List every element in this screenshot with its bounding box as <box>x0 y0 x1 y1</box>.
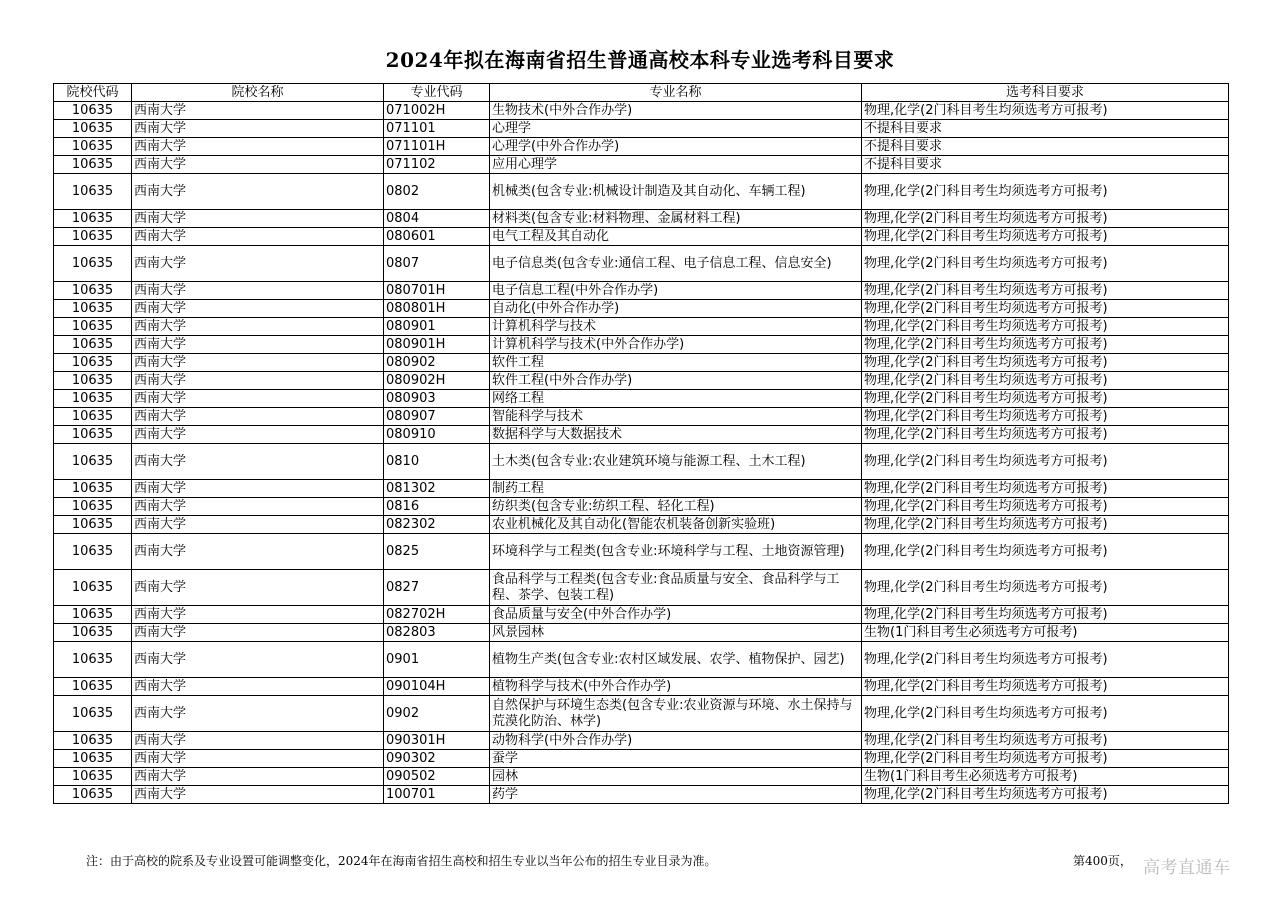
major-name-cell: 自动化(中外合作办学) <box>490 300 862 318</box>
major-code-cell: 090502 <box>384 768 490 786</box>
major-code-cell: 0902 <box>384 696 490 732</box>
school-code-cell: 10635 <box>54 642 132 678</box>
header-subject-requirement: 选考科目要求 <box>862 84 1229 102</box>
page-number: 第400页， <box>1073 854 1132 868</box>
school-name-cell: 西南大学 <box>132 300 384 318</box>
major-name-cell: 食品科学与工程类(包含专业:食品质量与安全、食品科学与工程、茶学、包装工程) <box>490 570 862 606</box>
school-code-cell: 10635 <box>54 300 132 318</box>
page-title: 2024年拟在海南省招生普通高校本科专业选考科目要求 <box>385 48 895 72</box>
major-code-cell: 071101H <box>384 138 490 156</box>
major-name-cell: 生物技术(中外合作办学) <box>490 102 862 120</box>
subject-requirement-cell: 物理,化学(2门科目考生均须选考方可报考) <box>862 282 1229 300</box>
major-name-cell: 软件工程 <box>490 354 862 372</box>
subject-requirement-cell: 物理,化学(2门科目考生均须选考方可报考) <box>862 732 1229 750</box>
major-name-cell: 网络工程 <box>490 390 862 408</box>
table-row <box>54 354 1229 372</box>
table-row <box>54 156 1229 174</box>
major-name-cell: 环境科学与工程类(包含专业:环境科学与工程、土地资源管理) <box>490 534 862 570</box>
major-code-cell: 0825 <box>384 534 490 570</box>
table-header-row <box>54 84 1229 102</box>
subject-requirement-cell: 物理,化学(2门科目考生均须选考方可报考) <box>862 408 1229 426</box>
school-code-cell: 10635 <box>54 624 132 642</box>
school-code-cell: 10635 <box>54 138 132 156</box>
major-code-cell: 080601 <box>384 228 490 246</box>
subject-requirement-cell: 物理,化学(2门科目考生均须选考方可报考) <box>862 354 1229 372</box>
subject-requirement-cell: 物理,化学(2门科目考生均须选考方可报考) <box>862 570 1229 606</box>
major-name-cell: 材料类(包含专业:材料物理、金属材料工程) <box>490 210 862 228</box>
school-name-cell: 西南大学 <box>132 102 384 120</box>
school-name-cell: 西南大学 <box>132 606 384 624</box>
major-name-cell: 蚕学 <box>490 750 862 768</box>
subject-requirement-cell: 物理,化学(2门科目考生均须选考方可报考) <box>862 318 1229 336</box>
subject-requirement-cell: 生物(1门科目考生必须选考方可报考) <box>862 768 1229 786</box>
major-code-cell: 100701 <box>384 786 490 804</box>
major-code-cell: 080910 <box>384 426 490 444</box>
school-name-cell: 西南大学 <box>132 318 384 336</box>
school-name-cell: 西南大学 <box>132 444 384 480</box>
major-name-cell: 机械类(包含专业:机械设计制造及其自动化、车辆工程) <box>490 174 862 210</box>
header-school-code: 院校代码 <box>54 84 132 102</box>
subject-requirement-cell: 物理,化学(2门科目考生均须选考方可报考) <box>862 246 1229 282</box>
major-code-cell: 071002H <box>384 102 490 120</box>
major-code-cell: 0901 <box>384 642 490 678</box>
school-name-cell: 西南大学 <box>132 516 384 534</box>
table-row <box>54 282 1229 300</box>
major-name-cell: 药学 <box>490 786 862 804</box>
subject-requirement-cell: 物理,化学(2门科目考生均须选考方可报考) <box>862 336 1229 354</box>
subject-requirement-cell: 物理,化学(2门科目考生均须选考方可报考) <box>862 786 1229 804</box>
school-name-cell: 西南大学 <box>132 336 384 354</box>
major-name-cell: 心理学(中外合作办学) <box>490 138 862 156</box>
school-name-cell: 西南大学 <box>132 498 384 516</box>
school-name-cell: 西南大学 <box>132 372 384 390</box>
major-code-cell: 082702H <box>384 606 490 624</box>
major-code-cell: 0802 <box>384 174 490 210</box>
school-code-cell: 10635 <box>54 120 132 138</box>
subject-requirement-cell: 物理,化学(2门科目考生均须选考方可报考) <box>862 750 1229 768</box>
major-code-cell: 071101 <box>384 120 490 138</box>
header-major-code: 专业代码 <box>384 84 490 102</box>
school-code-cell: 10635 <box>54 102 132 120</box>
table-row <box>54 732 1229 750</box>
major-name-cell: 计算机科学与技术(中外合作办学) <box>490 336 862 354</box>
school-code-cell: 10635 <box>54 390 132 408</box>
subject-requirement-cell: 物理,化学(2门科目考生均须选考方可报考) <box>862 300 1229 318</box>
subject-requirement-cell: 物理,化学(2门科目考生均须选考方可报考) <box>862 444 1229 480</box>
major-code-cell: 090104H <box>384 678 490 696</box>
major-name-cell: 自然保护与环境生态类(包含专业:农业资源与环境、水土保持与荒漠化防治、林学) <box>490 696 862 732</box>
table-row <box>54 336 1229 354</box>
school-name-cell: 西南大学 <box>132 246 384 282</box>
subject-requirement-cell: 物理,化学(2门科目考生均须选考方可报考) <box>862 480 1229 498</box>
school-name-cell: 西南大学 <box>132 750 384 768</box>
school-code-cell: 10635 <box>54 750 132 768</box>
table-row <box>54 408 1229 426</box>
table-row <box>54 570 1229 606</box>
subject-requirement-cell: 不提科目要求 <box>862 138 1229 156</box>
major-name-cell: 农业机械化及其自动化(智能农机装备创新实验班) <box>490 516 862 534</box>
table-row <box>54 426 1229 444</box>
table-row <box>54 444 1229 480</box>
table-row <box>54 768 1229 786</box>
table-row <box>54 246 1229 282</box>
school-code-cell: 10635 <box>54 336 132 354</box>
school-name-cell: 西南大学 <box>132 678 384 696</box>
table-row <box>54 210 1229 228</box>
school-name-cell: 西南大学 <box>132 210 384 228</box>
school-name-cell: 西南大学 <box>132 696 384 732</box>
school-name-cell: 西南大学 <box>132 282 384 300</box>
school-code-cell: 10635 <box>54 606 132 624</box>
school-code-cell: 10635 <box>54 318 132 336</box>
subject-requirement-cell: 物理,化学(2门科目考生均须选考方可报考) <box>862 678 1229 696</box>
subject-requirement-cell: 物理,化学(2门科目考生均须选考方可报考) <box>862 606 1229 624</box>
school-name-cell: 西南大学 <box>132 138 384 156</box>
table-row <box>54 750 1229 768</box>
major-name-cell: 土木类(包含专业:农业建筑环境与能源工程、土木工程) <box>490 444 862 480</box>
school-name-cell: 西南大学 <box>132 480 384 498</box>
major-name-cell: 软件工程(中外合作办学) <box>490 372 862 390</box>
major-name-cell: 智能科学与技术 <box>490 408 862 426</box>
table-row <box>54 318 1229 336</box>
school-code-cell: 10635 <box>54 786 132 804</box>
table-row <box>54 390 1229 408</box>
major-name-cell: 电子信息工程(中外合作办学) <box>490 282 862 300</box>
subject-requirement-cell: 物理,化学(2门科目考生均须选考方可报考) <box>862 372 1229 390</box>
footnote: 注：由于高校的院系及专业设置可能调整变化，2024年在海南省招生高校和招生专业以当年公布的招生专业目录为准。 <box>86 854 717 868</box>
major-name-cell: 电子信息类(包含专业:通信工程、电子信息工程、信息安全) <box>490 246 862 282</box>
table-row <box>54 174 1229 210</box>
table-row <box>54 534 1229 570</box>
school-code-cell: 10635 <box>54 210 132 228</box>
table-row <box>54 624 1229 642</box>
subject-requirement-cell: 物理,化学(2门科目考生均须选考方可报考) <box>862 390 1229 408</box>
major-code-cell: 080801H <box>384 300 490 318</box>
school-name-cell: 西南大学 <box>132 426 384 444</box>
major-code-cell: 0816 <box>384 498 490 516</box>
school-code-cell: 10635 <box>54 246 132 282</box>
major-code-cell: 090302 <box>384 750 490 768</box>
major-code-cell: 080701H <box>384 282 490 300</box>
subject-requirement-cell: 物理,化学(2门科目考生均须选考方可报考) <box>862 516 1229 534</box>
table-row <box>54 480 1229 498</box>
table-row <box>54 642 1229 678</box>
major-name-cell: 园林 <box>490 768 862 786</box>
school-code-cell: 10635 <box>54 174 132 210</box>
table-row <box>54 678 1229 696</box>
major-name-cell: 植物科学与技术(中外合作办学) <box>490 678 862 696</box>
school-code-cell: 10635 <box>54 516 132 534</box>
major-code-cell: 0807 <box>384 246 490 282</box>
table-row <box>54 786 1229 804</box>
school-name-cell: 西南大学 <box>132 570 384 606</box>
major-code-cell: 080901H <box>384 336 490 354</box>
major-name-cell: 动物科学(中外合作办学) <box>490 732 862 750</box>
table-row <box>54 300 1229 318</box>
subject-requirement-cell: 生物(1门科目考生必须选考方可报考) <box>862 624 1229 642</box>
table-row <box>54 498 1229 516</box>
major-name-cell: 计算机科学与技术 <box>490 318 862 336</box>
school-code-cell: 10635 <box>54 156 132 174</box>
subject-requirement-cell: 物理,化学(2门科目考生均须选考方可报考) <box>862 228 1229 246</box>
subject-requirement-cell: 物理,化学(2门科目考生均须选考方可报考) <box>862 102 1229 120</box>
table-row <box>54 606 1229 624</box>
school-name-cell: 西南大学 <box>132 120 384 138</box>
major-code-cell: 080902H <box>384 372 490 390</box>
school-name-cell: 西南大学 <box>132 408 384 426</box>
table-row <box>54 516 1229 534</box>
school-name-cell: 西南大学 <box>132 354 384 372</box>
major-name-cell: 电气工程及其自动化 <box>490 228 862 246</box>
major-code-cell: 081302 <box>384 480 490 498</box>
school-code-cell: 10635 <box>54 498 132 516</box>
major-code-cell: 071102 <box>384 156 490 174</box>
major-code-cell: 082302 <box>384 516 490 534</box>
school-code-cell: 10635 <box>54 696 132 732</box>
subject-requirement-cell: 物理,化学(2门科目考生均须选考方可报考) <box>862 174 1229 210</box>
subject-requirement-cell: 物理,化学(2门科目考生均须选考方可报考) <box>862 642 1229 678</box>
major-code-cell: 082803 <box>384 624 490 642</box>
table-row <box>54 696 1229 732</box>
major-name-cell: 食品质量与安全(中外合作办学) <box>490 606 862 624</box>
major-code-cell: 080907 <box>384 408 490 426</box>
school-code-cell: 10635 <box>54 444 132 480</box>
school-code-cell: 10635 <box>54 732 132 750</box>
table-body <box>54 102 1229 804</box>
major-name-cell: 植物生产类(包含专业:农村区域发展、农学、植物保护、园艺) <box>490 642 862 678</box>
header-major-name: 专业名称 <box>490 84 862 102</box>
subject-requirement-cell: 不提科目要求 <box>862 120 1229 138</box>
school-name-cell: 西南大学 <box>132 390 384 408</box>
major-code-cell: 080901 <box>384 318 490 336</box>
major-name-cell: 制药工程 <box>490 480 862 498</box>
school-name-cell: 西南大学 <box>132 534 384 570</box>
major-code-cell: 080903 <box>384 390 490 408</box>
table-row <box>54 138 1229 156</box>
school-code-cell: 10635 <box>54 480 132 498</box>
major-name-cell: 应用心理学 <box>490 156 862 174</box>
major-code-cell: 090301H <box>384 732 490 750</box>
school-code-cell: 10635 <box>54 534 132 570</box>
school-name-cell: 西南大学 <box>132 732 384 750</box>
major-name-cell: 数据科学与大数据技术 <box>490 426 862 444</box>
subject-requirement-cell: 不提科目要求 <box>862 156 1229 174</box>
school-name-cell: 西南大学 <box>132 174 384 210</box>
table-row <box>54 120 1229 138</box>
school-code-cell: 10635 <box>54 228 132 246</box>
subject-requirement-cell: 物理,化学(2门科目考生均须选考方可报考) <box>862 534 1229 570</box>
school-code-cell: 10635 <box>54 768 132 786</box>
subject-requirement-cell: 物理,化学(2门科目考生均须选考方可报考) <box>862 426 1229 444</box>
major-code-cell: 0804 <box>384 210 490 228</box>
major-code-cell: 080902 <box>384 354 490 372</box>
subject-requirement-cell: 物理,化学(2门科目考生均须选考方可报考) <box>862 696 1229 732</box>
school-name-cell: 西南大学 <box>132 156 384 174</box>
school-code-cell: 10635 <box>54 408 132 426</box>
header-school-name: 院校名称 <box>132 84 384 102</box>
subject-requirement-cell: 物理,化学(2门科目考生均须选考方可报考) <box>862 498 1229 516</box>
table-row <box>54 372 1229 390</box>
school-code-cell: 10635 <box>54 570 132 606</box>
school-code-cell: 10635 <box>54 372 132 390</box>
requirements-table <box>53 83 1229 804</box>
table-row <box>54 228 1229 246</box>
school-name-cell: 西南大学 <box>132 768 384 786</box>
major-code-cell: 0810 <box>384 444 490 480</box>
major-name-cell: 心理学 <box>490 120 862 138</box>
school-name-cell: 西南大学 <box>132 228 384 246</box>
major-name-cell: 风景园林 <box>490 624 862 642</box>
school-name-cell: 西南大学 <box>132 642 384 678</box>
school-name-cell: 西南大学 <box>132 786 384 804</box>
school-code-cell: 10635 <box>54 678 132 696</box>
school-code-cell: 10635 <box>54 282 132 300</box>
school-code-cell: 10635 <box>54 354 132 372</box>
school-code-cell: 10635 <box>54 426 132 444</box>
subject-requirement-cell: 物理,化学(2门科目考生均须选考方可报考) <box>862 210 1229 228</box>
table-row <box>54 102 1229 120</box>
school-name-cell: 西南大学 <box>132 624 384 642</box>
watermark: 高考直通车 <box>1143 858 1231 878</box>
major-code-cell: 0827 <box>384 570 490 606</box>
major-name-cell: 纺织类(包含专业:纺织工程、轻化工程) <box>490 498 862 516</box>
